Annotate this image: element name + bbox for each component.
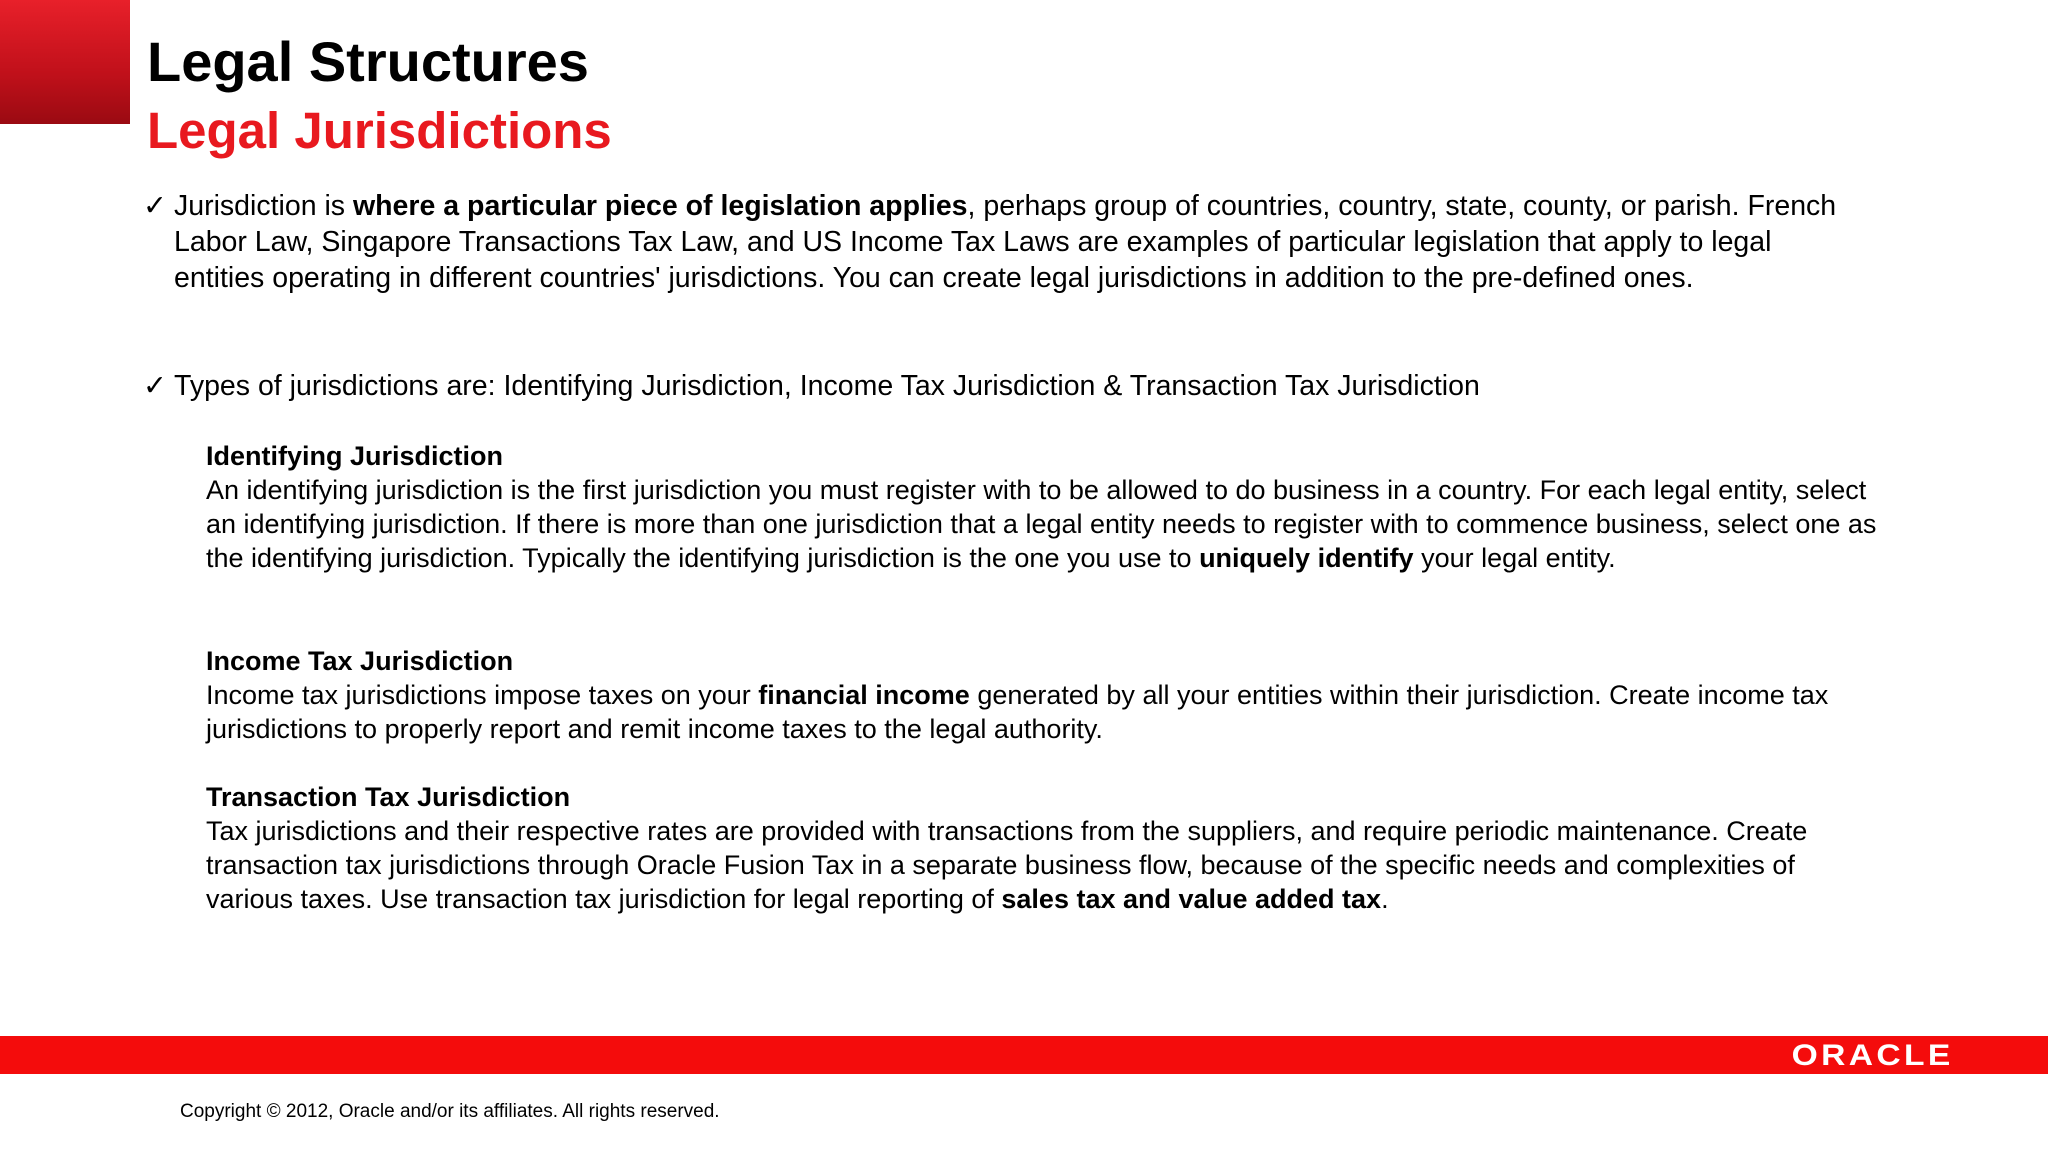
copyright-notice: Copyright © 2012, Oracle and/or its affiliates. All rights reserved. [180, 1101, 720, 1122]
section-heading: Transaction Tax Jurisdiction [206, 782, 571, 812]
slide-title: Legal Structures [147, 30, 589, 93]
section-heading: Identifying Jurisdiction [206, 441, 504, 471]
section-text-emphasis: sales tax and value added tax [1001, 884, 1382, 914]
section-body [206, 473, 1886, 575]
check-icon: ✓ [143, 370, 167, 402]
section-text-part: Income tax jurisdictions impose taxes on your [206, 680, 759, 710]
section-identifying-jurisdiction [206, 439, 1886, 575]
section-body [206, 678, 1886, 746]
bullet-jurisdiction-definition [143, 188, 1863, 296]
oracle-logo: ORACLE [1791, 1039, 1954, 1072]
corner-accent-block [0, 0, 130, 124]
section-text-emphasis: uniquely identify [1199, 543, 1414, 573]
section-body [206, 814, 1886, 916]
slide-subtitle: Legal Jurisdictions [147, 102, 612, 159]
check-icon: ✓ [143, 190, 167, 222]
section-text-part: generated by all your entities within their jurisdiction. Create income tax jurisdictions to properly report and remit income taxes to the legal authority. [206, 680, 1829, 744]
section-text-part: . [1381, 884, 1389, 914]
bullet-text-part: , perhaps group of countries, country, state, county, or parish. French Labor Law, Singapore Transactions Tax Law, and US Income Tax Laws are examples of particular legislation that apply to legal entities operating in different countries' jurisdictions. You can create legal jurisdictions in addition to the pre-defined ones. [174, 190, 1837, 294]
section-text-part: your legal entity. [1413, 543, 1616, 573]
section-heading: Income Tax Jurisdiction [206, 646, 514, 676]
section-income-tax-jurisdiction [206, 644, 1886, 746]
bullet-jurisdiction-types [143, 368, 1863, 404]
bullet-text [174, 188, 1863, 296]
bullet-text: Types of jurisdictions are: Identifying Jurisdiction, Income Tax Jurisdiction & Transaction Tax Jurisdiction [174, 370, 1480, 402]
bullet-text-part: Jurisdiction is [174, 190, 353, 222]
section-text-part: An identifying jurisdiction is the first jurisdiction you must register with to be allowed to do business in a country. For each legal entity, select an identifying jurisdiction. If there is more than one jurisdiction that a legal entity needs to register with to commence business, select one as the identifying jurisdiction. Typically the identifying jurisdiction is the one you use to [206, 475, 1877, 573]
section-transaction-tax-jurisdiction [206, 780, 1886, 916]
section-text-part: Tax jurisdictions and their respective rates are provided with transactions from the suppliers, and require periodic maintenance. Create transaction tax jurisdictions through Oracle Fusion Tax in a separate business flow, because of the specific needs and complexities of various taxes. Use transaction tax jurisdiction for legal reporting of [206, 816, 1808, 914]
bullet-text-emphasis: where a particular piece of legislation applies [352, 190, 968, 222]
section-text-emphasis: financial income [758, 680, 970, 710]
footer-bar [0, 1036, 2048, 1074]
